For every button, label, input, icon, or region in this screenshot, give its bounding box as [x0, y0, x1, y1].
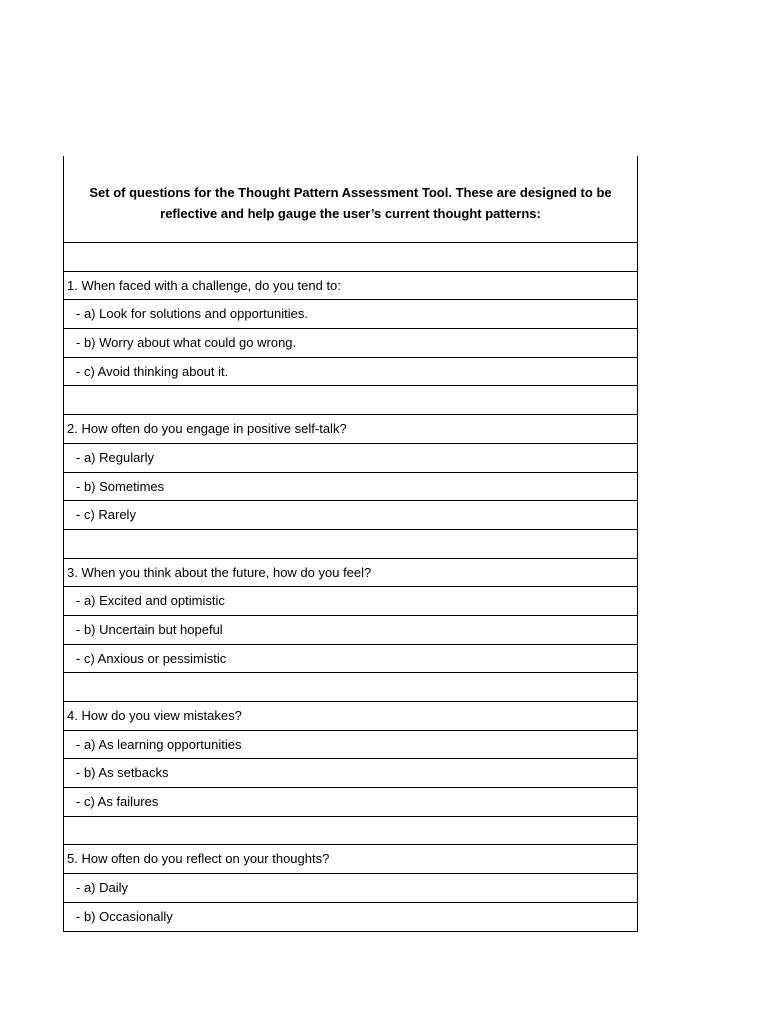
intro-line-2: reflective and help gauge the user’s current thought patterns: — [160, 206, 541, 221]
blank-row[interactable] — [64, 386, 637, 415]
question-2[interactable]: 2. How often do you engage in positive self-talk? — [64, 415, 637, 444]
question-4[interactable]: 4. How do you view mistakes? — [64, 702, 637, 731]
intro-line-1: Set of questions for the Thought Pattern Assessment Tool. These are designed to be — [89, 185, 612, 200]
spreadsheet-table — [63, 156, 638, 932]
intro-cell[interactable] — [64, 156, 637, 242]
intro-text — [89, 182, 611, 224]
question-1-option-c[interactable]: - c) Avoid thinking about it. — [64, 358, 637, 387]
question-2-option-b[interactable]: - b) Sometimes — [64, 473, 637, 502]
question-5-option-b[interactable]: - b) Occasionally — [64, 903, 637, 932]
blank-row[interactable] — [64, 530, 637, 559]
question-3-option-a[interactable]: - a) Excited and optimistic — [64, 587, 637, 616]
question-4-option-a[interactable]: - a) As learning opportunities — [64, 731, 637, 760]
question-4-option-b[interactable]: - b) As setbacks — [64, 759, 637, 788]
blank-row[interactable] — [64, 243, 637, 272]
question-1-option-b[interactable]: - b) Worry about what could go wrong. — [64, 329, 637, 358]
question-1[interactable]: 1. When faced with a challenge, do you tend to: — [64, 272, 637, 301]
question-4-option-c[interactable]: - c) As failures — [64, 788, 637, 817]
question-5-option-a[interactable]: - a) Daily — [64, 874, 637, 903]
question-2-option-c[interactable]: - c) Rarely — [64, 501, 637, 530]
question-5[interactable]: 5. How often do you reflect on your thoughts? — [64, 845, 637, 874]
question-2-option-a[interactable]: - a) Regularly — [64, 444, 637, 473]
blank-row[interactable] — [64, 673, 637, 702]
question-3-option-c[interactable]: - c) Anxious or pessimistic — [64, 645, 637, 674]
blank-row[interactable] — [64, 817, 637, 846]
question-1-option-a[interactable]: - a) Look for solutions and opportunities. — [64, 300, 637, 329]
question-3[interactable]: 3. When you think about the future, how do you feel? — [64, 559, 637, 588]
question-rows — [64, 242, 637, 932]
question-3-option-b[interactable]: - b) Uncertain but hopeful — [64, 616, 637, 645]
